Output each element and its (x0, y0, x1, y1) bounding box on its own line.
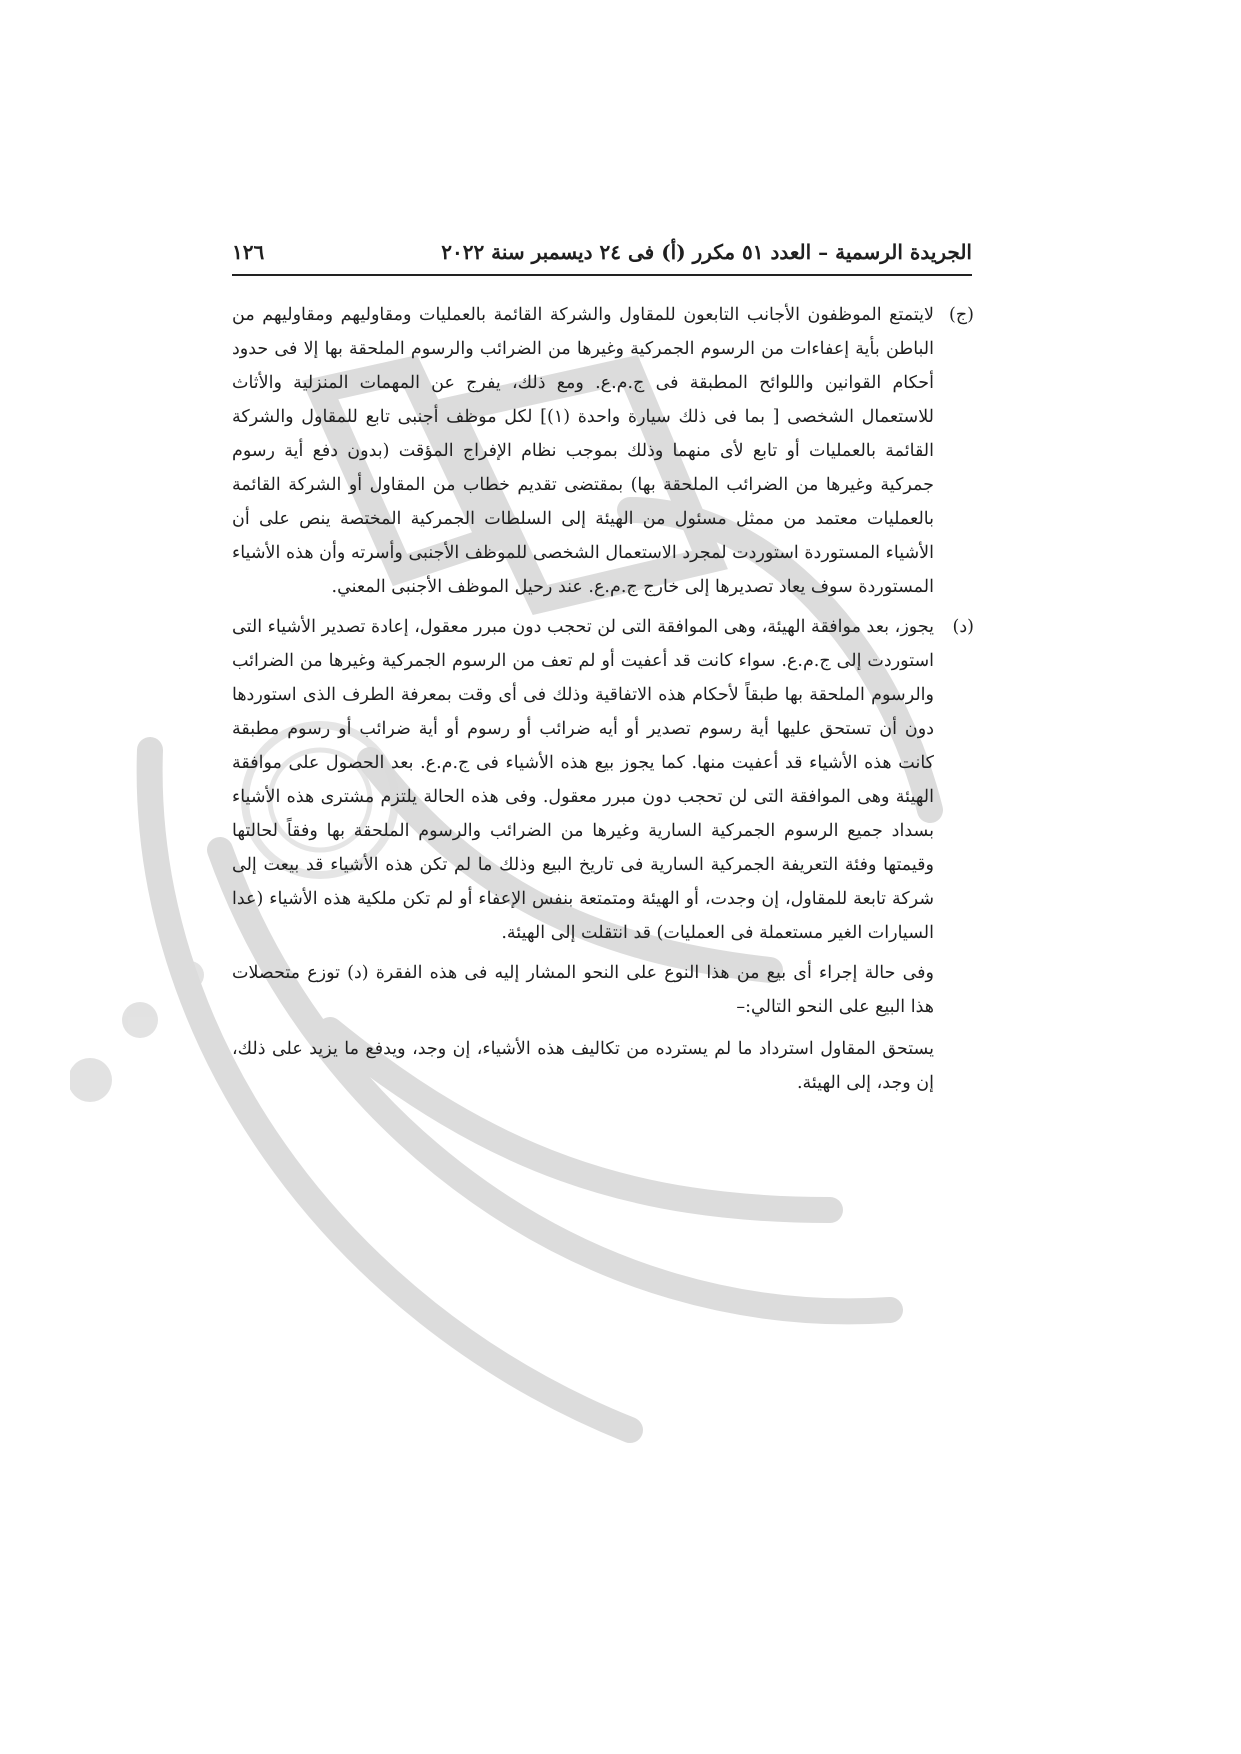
clause-marker: (د) (952, 617, 974, 637)
clause-c (232, 298, 974, 604)
paragraph: وفى حالة إجراء أى بيع من هذا النوع على النحو المشار إليه فى هذه الفقرة (د) توزع متحصلات هذا البيع على النحو التالي:– (232, 963, 934, 1017)
clause-marker: (ج) (949, 305, 974, 325)
header-title: الجريدة الرسمية – العدد ٥١ مكرر (أ) فى ٢٤ ديسمبر سنة ٢٠٢٢ (441, 240, 972, 264)
page-number: ١٢٦ (232, 240, 265, 264)
clause-d (232, 610, 974, 950)
clause-text: لايتمتع الموظفون الأجانب التابعون للمقاول والشركة القائمة بالعمليات ومقاوليهم ومقاوليهم من الباطن بأية إعفاءات من الرسوم الجمركية وغيرها من الضرائب والرسوم الملحقة بها إلا فى حدود أحكام القوانين واللوائح المطبقة فى ج.م.ع. ومع ذلك، يفرج عن المهمات المنزلية والأثاث للاستعمال الشخصى [ بما فى ذلك سيارة واحدة (١)] لكل موظف أجنبى تابع للمقاول والشركة القائمة بالعمليات أو تابع لأى منهما وذلك بموجب نظام الإفراج المؤقت (بدون دفع أية رسوم جمركية وغيرها من الضرائب الملحقة بها) بمقتضى تقديم خطاب من المقاول أو الشركة القائمة بالعمليات معتمد من ممثل مسئول من الهيئة إلى السلطات الجمركية المختصة ينص على أن الأشياء المستوردة استوردت لمجرد الاستعمال الشخصى للموظف الأجنبى وأسرته وأن هذه الأشياء المستوردة سوف يعاد تصديرها إلى خارج ج.م.ع. عند رحيل الموظف الأجنبى المعني. (232, 305, 934, 597)
page-header (232, 232, 972, 272)
document-body (232, 298, 974, 1108)
paragraph: يستحق المقاول استرداد ما لم يسترده من تكاليف هذه الأشياء، إن وجد، ويدفع ما يزيد على ذلك، إن وجد، إلى الهيئة. (232, 1039, 934, 1093)
header-divider (232, 274, 972, 276)
clause-text: يجوز، بعد موافقة الهيئة، وهى الموافقة التى لن تحجب دون مبرر معقول، إعادة تصدير الأشياء التى استوردت إلى ج.م.ع. سواء كانت قد أعفيت أو لم تعف من الرسوم الجمركية وغيرها من الضرائب والرسوم الملحقة بها طبقاً لأحكام هذه الاتفاقية وذلك فى أى وقت بمعرفة الطرف الذى استوردها دون أن تستحق عليها أية رسوم تصدير أو أيه ضرائب أو رسوم أو أية ضرائب أو رسوم مطبقة كانت هذه الأشياء قد أعفيت منها. كما يجوز بيع هذه الأشياء فى ج.م.ع. بعد الحصول على موافقة الهيئة وهى الموافقة التى لن تحجب دون مبرر معقول. وفى هذه الحالة يلتزم مشترى هذه الأشياء بسداد جميع الرسوم الجمركية السارية وغيرها من الضرائب والرسوم الملحقة بها وفقاً لحالتها وقيمتها وفئة التعريفة الجمركية السارية فى تاريخ البيع وذلك ما لم تكن هذه الأشياء قد بيعت إلى شركة تابعة للمقاول، إن وجدت، أو الهيئة ومتمتعة بنفس الإعفاء أو لم تكن ملكية هذه الأشياء (عدا السيارات الغير مستعملة فى العمليات) قد انتقلت إلى الهيئة. (232, 617, 934, 943)
